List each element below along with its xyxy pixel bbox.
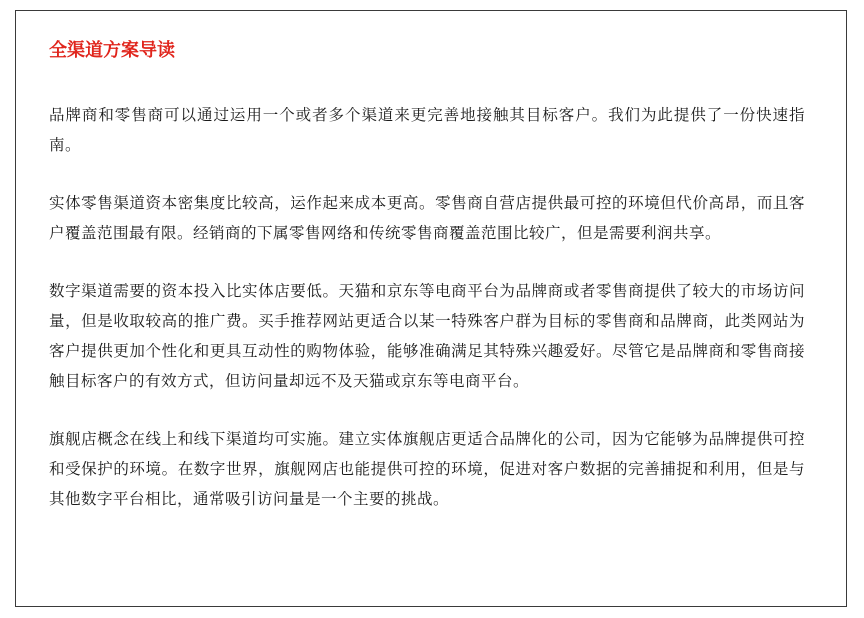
paragraph-digital-channels: 数字渠道需要的资本投入比实体店要低。天猫和京东等电商平台为品牌商或者零售商提供了较大的市场访问量，但是收取较高的推广费。买手推荐网站更适合以某一特殊客户群为目标的零售商和品牌商，此类网站为客户提供更加个性化和更具互动性的购物体验，能够准确满足其特殊兴趣爱好。尽管它是品牌商和零售商接触目标客户的有效方式，但访问量却远不及天猫或京东等电商平台。 (49, 282, 805, 390)
paragraph-flagship-store: 旗舰店概念在线上和线下渠道均可实施。建立实体旗舰店更适合品牌化的公司，因为它能够为品牌提供可控和受保护的环境。在数字世界，旗舰网店也能提供可控的环境，促进对客户数据的完善捕捉和利用，但是与其他数字平台相比，通常吸引访问量是一个主要的挑战。 (49, 430, 805, 508)
document-box (15, 10, 847, 607)
paragraph-intro: 品牌商和零售商可以通过运用一个或者多个渠道来更完善地接触其目标客户。我们为此提供了一份快速指南。 (49, 106, 805, 154)
paragraph-physical-retail: 实体零售渠道资本密集度比较高，运作起来成本更高。零售商自营店提供最可控的环境但代价高昂，而且客户覆盖范围最有限。经销商的下属零售网络和传统零售商覆盖范围比较广，但是需要利润共享。 (49, 194, 805, 242)
document-title: 全渠道方案导读 (49, 40, 175, 61)
document-body (49, 100, 805, 542)
